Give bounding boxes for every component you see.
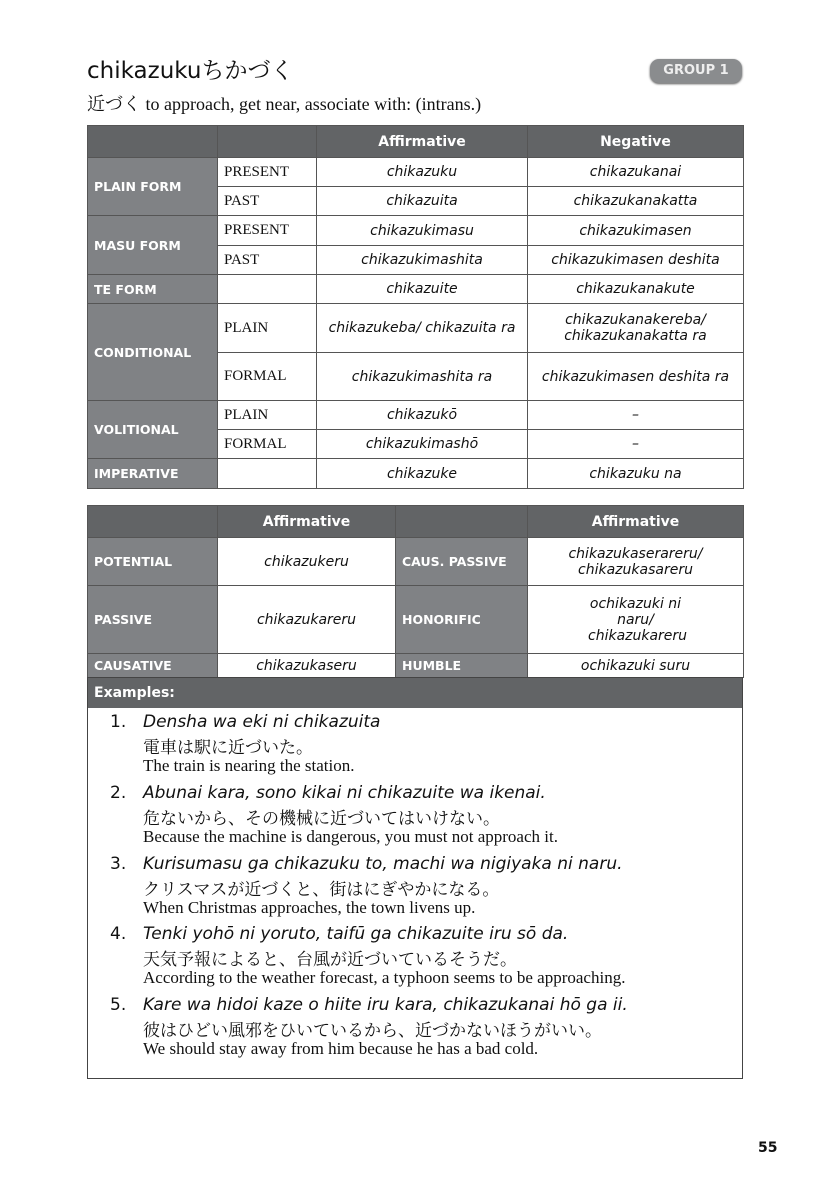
example-number: 2. [110, 783, 127, 803]
example-japanese: 危ないから、その機械に近づいてはいけない。 [143, 809, 500, 829]
cell: ochikazuki suru [528, 654, 744, 678]
kanji: 近づく [87, 94, 141, 115]
sub-label: PLAIN [218, 401, 317, 430]
cell: chikazukaseru [218, 654, 396, 678]
example-english: We should stay away from him because he has a bad cold. [143, 1039, 539, 1058]
examples-box [87, 677, 743, 1079]
example-japanese: 天気予報によると、台風が近づいているそうだ。 [143, 950, 517, 970]
cell: chikazukeba/ chikazuita ra [317, 304, 528, 353]
header-affirmative: Affirmative [218, 506, 396, 538]
sub-label: PAST [218, 246, 317, 275]
sub-label: FORMAL [218, 430, 317, 459]
row-label: CAUS. PASSIVE [396, 538, 528, 586]
row-label: VOLITIONAL [88, 401, 218, 459]
cell: chikazuita [317, 187, 528, 216]
example-number: 3. [110, 854, 127, 874]
header-affirmative: Affirmative [528, 506, 744, 538]
cell: chikazukareru [218, 586, 396, 654]
cell: chikazuke [317, 459, 528, 489]
verb-meaning [87, 90, 481, 116]
cell: chikazuku na [528, 459, 744, 489]
cell: chikazukaserareru/ chikazukasareru [528, 538, 744, 586]
cell: chikazukanakatta [528, 187, 744, 216]
sub-label-empty [218, 459, 317, 489]
sub-label: PLAIN [218, 304, 317, 353]
header-blank [88, 126, 218, 158]
cell: chikazukanakereba/ chikazukanakatta ra [528, 304, 744, 353]
cell: – [528, 430, 744, 459]
cell: chikazukimasen deshita [528, 246, 744, 275]
conjugation-table [87, 125, 744, 489]
cell: chikazukanai [528, 158, 744, 187]
cell: chikazukimasu [317, 216, 528, 246]
example-number: 4. [110, 924, 127, 944]
example-english: According to the weather forecast, a typhoon seems to be approaching. [143, 968, 626, 987]
row-label: HUMBLE [396, 654, 528, 678]
row-label: CAUSATIVE [88, 654, 218, 678]
verb-title: chikazukuちかづく [87, 58, 294, 84]
cell: chikazuite [317, 275, 528, 304]
header-affirmative: Affirmative [317, 126, 528, 158]
example-english: Because the machine is dangerous, you must not approach it. [143, 827, 558, 846]
example-romaji: Kurisumasu ga chikazuku to, machi wa nigiyaka ni naru. [143, 854, 623, 874]
example-romaji: Tenki yohō ni yoruto, taifū ga chikazuite iru sō da. [143, 924, 569, 944]
cell: chikazuku [317, 158, 528, 187]
cell: chikazukimasen deshita ra [528, 353, 744, 401]
cell: chikazukeru [218, 538, 396, 586]
sub-label: PRESENT [218, 216, 317, 246]
example-number: 5. [110, 995, 127, 1015]
group-badge: GROUP 1 [650, 59, 742, 83]
example-english: The train is nearing the station. [143, 756, 355, 775]
cell: chikazukanakute [528, 275, 744, 304]
cell: chikazukō [317, 401, 528, 430]
row-label: POTENTIAL [88, 538, 218, 586]
sub-label: FORMAL [218, 353, 317, 401]
row-label: HONORIFIC [396, 586, 528, 654]
row-label: TE FORM [88, 275, 218, 304]
row-label: CONDITIONAL [88, 304, 218, 401]
row-label: PLAIN FORM [88, 158, 218, 216]
cell: ochikazuki ni naru/ chikazukareru [528, 586, 744, 654]
derived-forms-table [87, 505, 744, 678]
header-blank [88, 506, 218, 538]
cell: – [528, 401, 744, 430]
sub-label: PRESENT [218, 158, 317, 187]
example-english: When Christmas approaches, the town livens up. [143, 898, 476, 917]
cell: chikazukimashita ra [317, 353, 528, 401]
cell: chikazukimashō [317, 430, 528, 459]
header-blank [218, 126, 317, 158]
cell: chikazukimasen [528, 216, 744, 246]
row-label: MASU FORM [88, 216, 218, 275]
row-label: PASSIVE [88, 586, 218, 654]
example-romaji: Abunai kara, sono kikai ni chikazuite wa ikenai. [143, 783, 546, 803]
examples-header: Examples: [88, 678, 742, 708]
page-number: 55 [758, 1140, 778, 1156]
example-romaji: Kare wa hidoi kaze o hiite iru kara, chikazukanai hō ga ii. [143, 995, 628, 1015]
cell: chikazukimashita [317, 246, 528, 275]
sub-label-empty [218, 275, 317, 304]
example-japanese: 彼はひどい風邪をひいているから、近づかないほうがいい。 [143, 1021, 602, 1041]
sub-label: PAST [218, 187, 317, 216]
example-japanese: クリスマスが近づくと、街はにぎやかになる。 [143, 880, 500, 900]
meaning: to approach, get near, associate with: (intrans.) [145, 94, 482, 114]
example-number: 1. [110, 712, 127, 732]
header-negative: Negative [528, 126, 744, 158]
row-label: IMPERATIVE [88, 459, 218, 489]
example-japanese: 電車は駅に近づいた。 [143, 738, 313, 758]
header-blank [396, 506, 528, 538]
example-romaji: Densha wa eki ni chikazuita [143, 712, 381, 732]
